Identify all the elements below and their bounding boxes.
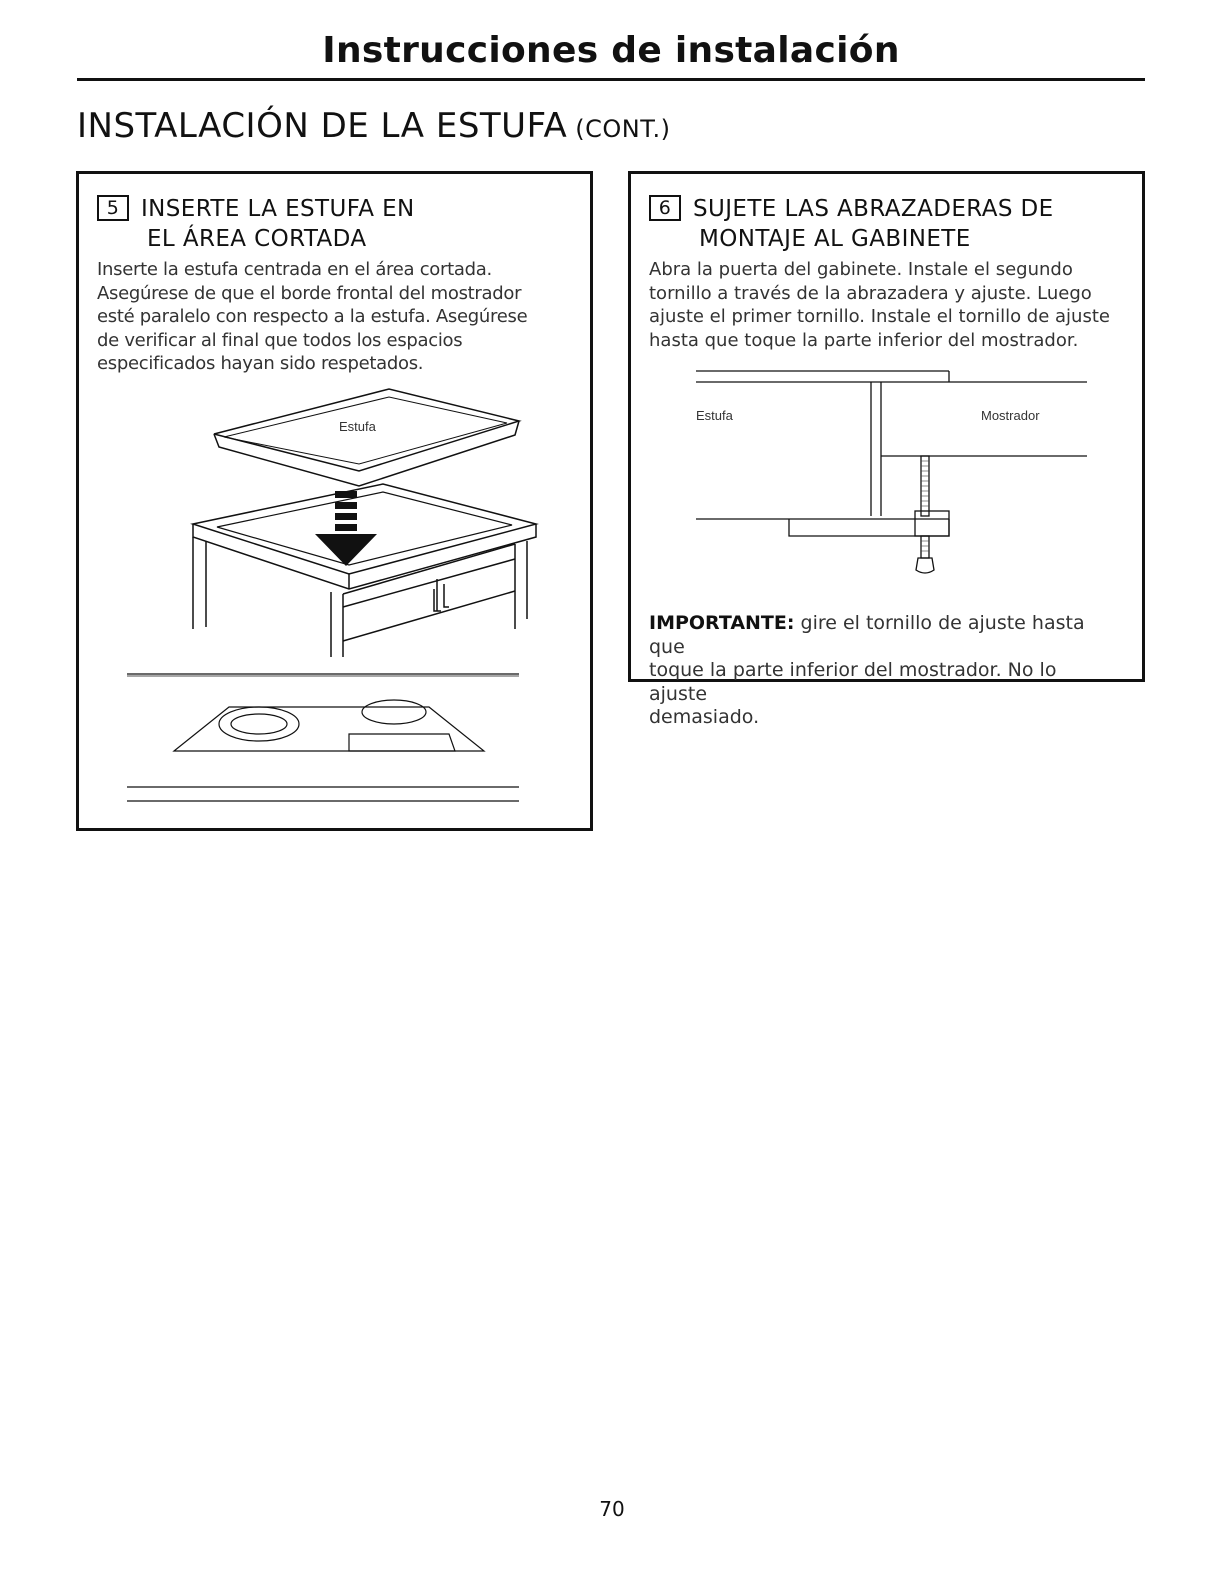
section-title-suffix: (CONT.) <box>575 115 671 143</box>
header-rule <box>77 78 1145 81</box>
cooktop-label: Estufa <box>339 419 376 434</box>
step-5-panel <box>76 171 593 831</box>
cooktop-insertion-diagram <box>119 379 549 809</box>
countertop-illustration <box>193 484 536 657</box>
step-5-body-line: Asegúrese de que el borde frontal del mostrador <box>97 282 522 304</box>
cooktop-top-view <box>127 674 519 801</box>
important-text: gire el tornillo de ajuste hasta que <box>649 612 1085 658</box>
step-6-body-line: hasta que toque la parte inferior del mostrador. <box>649 329 1079 351</box>
step-5-heading-line2: EL ÁREA CORTADA <box>147 226 367 252</box>
page-number: 70 <box>599 1497 625 1521</box>
stove-label: Estufa <box>696 408 733 423</box>
step-5-body <box>97 258 567 376</box>
step-6-panel <box>628 171 1145 728</box>
step-6-number: 6 <box>649 195 681 221</box>
step-6-heading-line1: SUJETE LAS ABRAZADERAS DE <box>693 196 1054 222</box>
step-6-body-line: tornillo a través de la abrazadera y ajuste. Luego <box>649 282 1092 304</box>
step-6-body-line: ajuste el primer tornillo. Instale el tornillo de ajuste <box>649 306 1110 327</box>
step-6-body-line: Abra la puerta del gabinete. Instale el segundo <box>649 259 1073 280</box>
step-5-body-line: esté paralelo con respecto a la estufa. Asegúrese <box>97 306 528 327</box>
mounting-bracket-diagram <box>691 366 1111 586</box>
important-text-line: toque la parte inferior del mostrador. No lo ajuste <box>649 659 1057 705</box>
step-5-body-line: especificados hayan sido respetados. <box>97 353 424 374</box>
step-6-heading-line2: MONTAJE AL GABINETE <box>699 226 971 252</box>
page-header: Instrucciones de instalación <box>322 30 900 71</box>
important-note <box>649 612 1119 730</box>
important-text-line: demasiado. <box>649 706 760 728</box>
step-6-body <box>649 258 1129 352</box>
section-title-main: INSTALACIÓN DE LA ESTUFA <box>77 106 568 146</box>
bracket-illustration <box>696 371 1087 573</box>
counter-label: Mostrador <box>981 408 1040 423</box>
step-5-heading-line1: INSERTE LA ESTUFA EN <box>141 196 415 222</box>
step-5-body-line: de verificar al final que todos los espacios <box>97 329 463 351</box>
step-5-body-line: Inserte la estufa centrada en el área cortada. <box>97 259 492 280</box>
step-6-heading <box>649 194 1054 254</box>
cooktop-illustration <box>214 389 519 486</box>
step-5-heading <box>97 194 415 254</box>
down-arrow-icon <box>315 491 377 566</box>
important-label: IMPORTANTE: <box>649 612 795 634</box>
thread-icon <box>921 461 929 551</box>
step-5-number: 5 <box>97 195 129 221</box>
section-title <box>77 106 671 146</box>
